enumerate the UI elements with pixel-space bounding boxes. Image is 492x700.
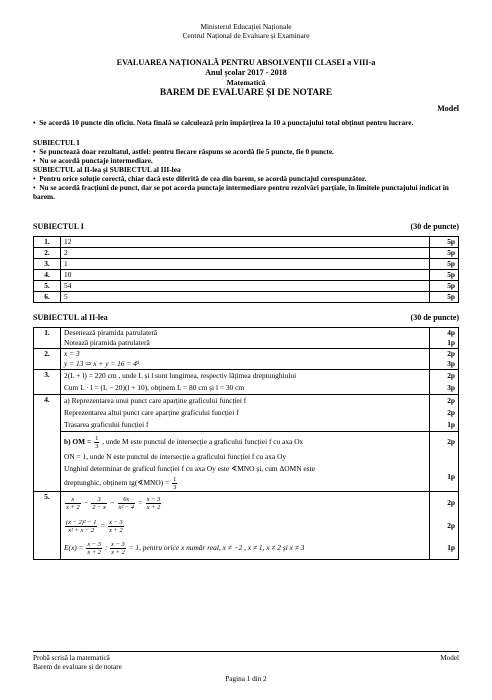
model-label: Model	[437, 104, 459, 113]
answer-cell: 5	[61, 292, 430, 303]
solution-line: b) OM = $\frac{1}{3}$ , unde M este punctul de intersecție a graficului funcției f cu axa Ox	[64, 434, 304, 450]
center-name: Centrul Național de Evaluare și Examinare	[182, 31, 310, 40]
solution-line: ON = 1, unde N este punctul de intersecție a graficului funcției f cu axa Oy	[64, 452, 287, 461]
solution-line: 2(L + l) = 220 cm , unde L și l sunt lungimea, respectiv lățimea dreptunghiului	[64, 371, 297, 380]
footer-model-label: Model	[440, 654, 459, 662]
table-row	[34, 248, 459, 259]
points-value: 2p	[447, 521, 455, 530]
table-row	[34, 432, 459, 492]
solution-line: E(x) = $\frac{x - 3}{x + 2}$ : $\frac{x - 3}{x + 2}$ = 1, pentru orice x număr real, x ≠ −2 , x ≠ 1, x ≠ 2 și x ≠ 3	[64, 540, 305, 556]
subiectul-1-table	[33, 236, 459, 303]
solution-line: Cum L · l = (L − 20)(l + 10), obținem L = 80 cm și l = 30 cm	[64, 383, 245, 392]
table-row	[34, 292, 459, 303]
table-row	[34, 237, 459, 248]
subject-name: Matematică	[226, 78, 266, 87]
points-cell: 5p	[430, 259, 459, 270]
solution-line: dreptunghic, obținem tg(∢MNO) = $\frac{1}{3}$	[64, 475, 177, 491]
points-value: 1p	[447, 543, 455, 552]
solution-line: Reprezentarea altui punct care aparține graficului funcției f	[64, 408, 239, 417]
question-number: 1.	[34, 237, 61, 248]
points-value: 4p	[447, 328, 455, 337]
table-row	[34, 370, 459, 395]
question-number: 2.	[34, 248, 61, 259]
footer-exam-type: Probă scrisă la matematică	[33, 654, 110, 662]
document-title: BAREM DE EVALUARE ȘI DE NOTARE	[159, 88, 333, 98]
subiectul-1-title: SUBIECTUL I	[33, 222, 84, 231]
subiectul-2-title: SUBIECTUL al II-lea	[33, 313, 108, 322]
solution-line: y = 13 ⇒ x + y = 16 = 4²	[64, 359, 140, 368]
solution-cell	[61, 492, 430, 560]
solution-line: $\frac{\text{(x − 2)² − 1}}{\text{x² + x − 2}}$ = $\frac{x - 3}{x + 2}$	[66, 518, 123, 534]
table-row	[34, 395, 459, 432]
subiectul-2-heading	[33, 313, 459, 322]
points-value: 2p	[447, 498, 455, 507]
points-value: 1p	[447, 472, 455, 481]
intro-bullet-5: • Nu se acordă fracțiuni de punct, dar se pot acorda punctaje intermediare pentru rezolvări parțiale, în limitele punctajului indicat în barem.	[33, 183, 449, 201]
subiectul-1-points: (30 de puncte)	[410, 222, 459, 231]
exam-title: EVALUAREA NAȚIONALĂ PENTRU ABSOLVENȚII CLASEI a VIII-a	[116, 58, 376, 67]
solution-cell	[61, 349, 430, 370]
fraction: $\frac{1}{3}$	[95, 434, 99, 450]
points-cell	[430, 395, 459, 432]
solution-line: Desenează piramida patrulateră	[64, 328, 158, 337]
answer-cell: 1	[61, 259, 430, 270]
points-cell: 5p	[430, 248, 459, 259]
page-number: Pagina 1 din 2	[225, 675, 267, 683]
points-value: 3p	[447, 383, 455, 392]
points-cell	[430, 370, 459, 395]
table-row	[34, 328, 459, 349]
footer-document-type: Barem de evaluare și de notare	[33, 663, 122, 671]
question-number: 6.	[34, 292, 61, 303]
question-number: 3.	[34, 370, 61, 395]
solution-line: $\frac{x}{x + 2}$ − $\frac{3}{2 - x}$ − $\frac{6x}{\text{x² − 4}}$ = $\frac{x - 3}{x + 2}$	[66, 495, 161, 511]
question-number: 5.	[34, 281, 61, 292]
question-number: 5.	[34, 492, 61, 560]
points-value: 3p	[447, 359, 455, 368]
answer-cell: 54	[61, 281, 430, 292]
subiectul-2-points: (30 de puncte)	[410, 313, 459, 322]
points-cell	[430, 328, 459, 349]
points-cell	[430, 349, 459, 370]
solution-cell	[61, 432, 430, 492]
intro-bullet-1: • Se acordă 10 puncte din oficiu. Nota finală se calculează prin împărțirea la 10 a punctajului total obținut pentru lucrare.	[33, 118, 414, 127]
points-cell: 5p	[430, 281, 459, 292]
points-value: 2p	[447, 371, 455, 380]
table-row	[34, 349, 459, 370]
ministry-name: Ministerul Educației Naționale	[200, 22, 292, 31]
solution-cell	[61, 370, 430, 395]
solution-line: Unghiul determinat de graficul funcției f cu axa Oy este ∢MNO și, cum ΔOMN este	[64, 464, 315, 473]
intro-s1-heading: SUBIECTUL I	[33, 138, 80, 147]
question-number: 2.	[34, 349, 61, 370]
question-number: 4.	[34, 395, 61, 492]
solution-line: Trasarea graficului funcției f	[64, 420, 149, 429]
question-number: 4.	[34, 270, 61, 281]
question-number: 1.	[34, 328, 61, 349]
solution-cell	[61, 328, 430, 349]
table-row	[34, 259, 459, 270]
fraction: $\frac{1}{3}$	[173, 475, 177, 491]
table-row	[34, 492, 459, 560]
points-value: 1p	[447, 420, 455, 429]
answer-cell: 2	[61, 248, 430, 259]
intro-bullet-2: • Se punctează doar rezultatul, astfel: pentru fiecare răspuns se acordă fie 5 puncte, fie 0 puncte.	[33, 147, 334, 156]
table-row	[34, 270, 459, 281]
points-cell	[430, 432, 459, 492]
points-cell: 5p	[430, 237, 459, 248]
points-value: 2p	[447, 408, 455, 417]
solution-line: Notează piramida patrulateră	[64, 338, 150, 347]
points-cell	[430, 492, 459, 560]
solution-line: x = 3	[64, 349, 80, 358]
subiectul-2-table	[33, 327, 459, 560]
answer-cell: 12	[61, 237, 430, 248]
intro-bullet-3: • Nu se acordă punctaje intermediare.	[33, 156, 153, 165]
solution-cell	[61, 395, 430, 432]
intro-bullet-4: • Pentru orice soluție corectă, chiar dacă este diferită de cea din barem, se acordă punctajul corespunzător.	[33, 174, 367, 183]
answer-cell: 10	[61, 270, 430, 281]
points-value: 2p	[447, 396, 455, 405]
points-cell: 5p	[430, 270, 459, 281]
points-value: 2p	[447, 437, 455, 446]
table-row	[34, 281, 459, 292]
points-value: 2p	[447, 349, 455, 358]
subiectul-1-heading	[33, 222, 459, 231]
points-value: 1p	[447, 338, 455, 347]
footer-divider	[33, 651, 459, 652]
intro-s23-heading: SUBIECTUL al II-lea și SUBIECTUL al III-lea	[33, 165, 181, 174]
points-cell: 5p	[430, 292, 459, 303]
question-number: 3.	[34, 259, 61, 270]
school-year: Anul școlar 2017 - 2018	[205, 68, 287, 77]
solution-line: a) Reprezentarea unui punct care aparține graficului funcției f	[64, 396, 247, 405]
